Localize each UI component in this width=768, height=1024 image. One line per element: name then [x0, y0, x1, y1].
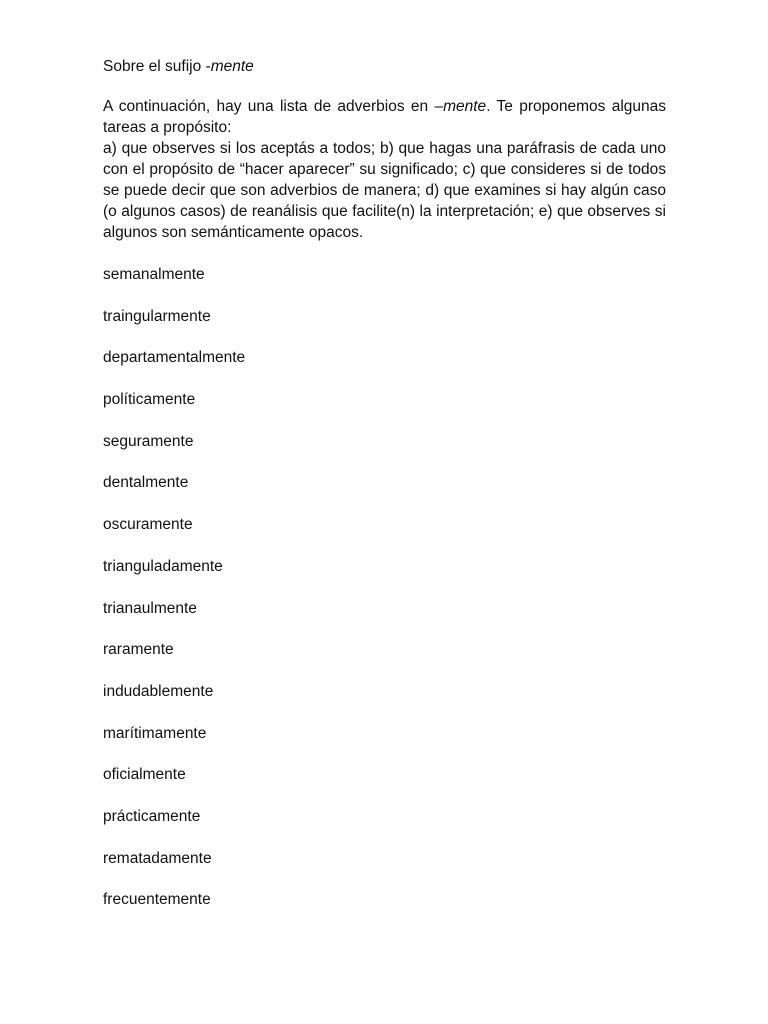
adverb-list [103, 264, 245, 931]
list-item: políticamente [103, 391, 196, 409]
list-item: seguramente [103, 432, 194, 450]
intro-text-after: . Te proponemos algunas tareas a propósito: [103, 98, 666, 136]
list-item: trianguladamente [103, 557, 223, 575]
intro-line [103, 96, 666, 138]
list-item: marítimamente [103, 724, 207, 742]
intro-text-italic: mente [443, 98, 487, 115]
list-item: trianaulmente [103, 599, 197, 617]
intro-text-before: A continuación, hay una lista de adverbios en – [103, 98, 444, 115]
list-item: oficialmente [103, 766, 186, 784]
list-item: indudablemente [103, 682, 214, 700]
intro-paragraph [103, 96, 666, 243]
document-page [103, 56, 666, 909]
list-item: dentalmente [103, 474, 189, 492]
intro-tasks: a) que observes si los aceptás a todos; b) que hagas una paráfrasis de cada uno con el propósito de “hacer aparecer” su significado; c) que consideres si de todos se puede decir que son adverbios de manera; d) que examines si hay algún caso (o algunos casos) de reanálisis que facilite(n) la interpretación; e) que observes si algunos son semánticamente opacos. [103, 140, 666, 241]
list-item: frecuentemente [103, 891, 211, 909]
list-item: semanalmente [103, 266, 205, 283]
list-item: oscuramente [103, 516, 193, 534]
document-title [103, 56, 666, 77]
title-prefix: Sobre el sufijo - [103, 58, 211, 75]
list-item: prácticamente [103, 807, 201, 825]
title-suffix: mente [210, 58, 254, 75]
list-item: traingularmente [103, 307, 211, 325]
list-item: departamentalmente [103, 349, 246, 367]
list-item: raramente [103, 641, 174, 659]
list-item: rematadamente [103, 849, 212, 867]
